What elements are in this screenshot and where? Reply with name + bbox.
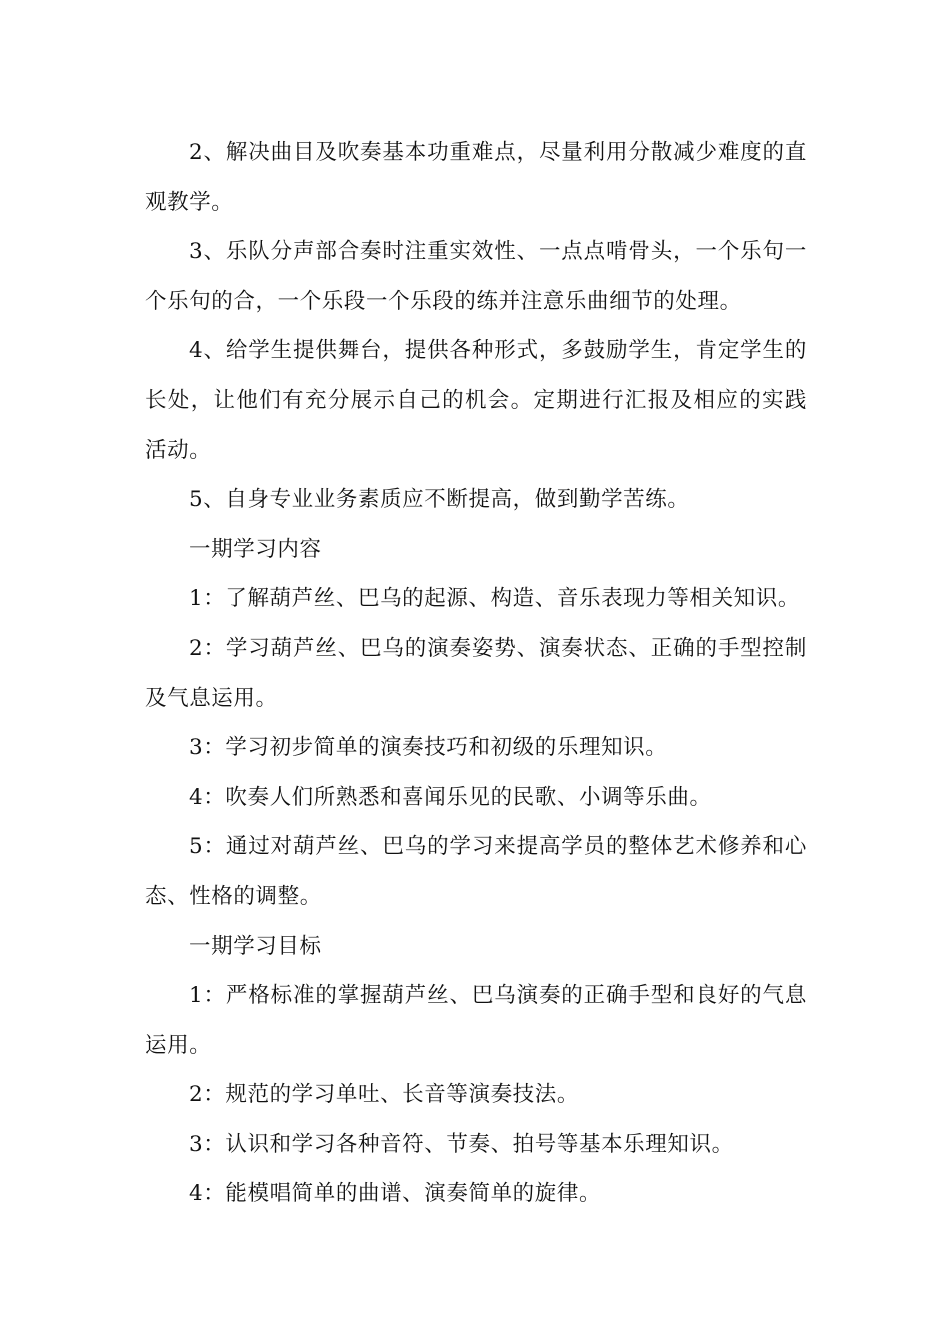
paragraph-content-4: 4：吹奏人们所熟悉和喜闻乐见的民歌、小调等乐曲。 <box>189 784 712 810</box>
paragraph-goal-3: 3：认识和学习各种音符、节奏、拍号等基本乐理知识。 <box>189 1131 734 1157</box>
section-heading-content: 一期学习内容 <box>189 536 322 562</box>
paragraph-content-5: 5：通过对葫芦丝、巴乌的学习来提高学员的整体艺术修养和心态、性格的调整。 <box>145 834 807 909</box>
paragraph-goal-4: 4：能模唱简单的曲谱、演奏简单的旋律。 <box>189 1181 602 1207</box>
paragraph-teaching-3: 3、乐队分声部合奏时注重实效性、一点点啃骨头，一个乐句一个乐句的合，一个乐段一个乐段的练并注意乐曲细节的处理。 <box>145 239 807 314</box>
paragraph-content-3: 3：学习初步简单的演奏技巧和初级的乐理知识。 <box>189 735 668 761</box>
paragraph-goal-2: 2：规范的学习单吐、长音等演奏技法。 <box>189 1082 579 1108</box>
paragraph-goal-1: 1：严格标准的掌握葫芦丝、巴乌演奏的正确手型和良好的气息运用。 <box>145 983 807 1058</box>
paragraph-teaching-5: 5、自身专业业务素质应不断提高，做到勤学苦练。 <box>189 487 690 513</box>
section-heading-goals: 一期学习目标 <box>189 933 322 959</box>
paragraph-teaching-2: 2、解决曲目及吹奏基本功重难点，尽量利用分散减少难度的直观教学。 <box>145 140 807 215</box>
paragraph-content-2: 2：学习葫芦丝、巴乌的演奏姿势、演奏状态、正确的手型控制及气息运用。 <box>145 635 807 711</box>
paragraph-content-1: 1：了解葫芦丝、巴乌的起源、构造、音乐表现力等相关知识。 <box>189 586 800 612</box>
paragraph-teaching-4: 4、给学生提供舞台，提供各种形式，多鼓励学生，肯定学生的长处，让他们有充分展示自己的机会。定期进行汇报及相应的实践活动。 <box>145 338 807 463</box>
document-body <box>145 128 807 1219</box>
